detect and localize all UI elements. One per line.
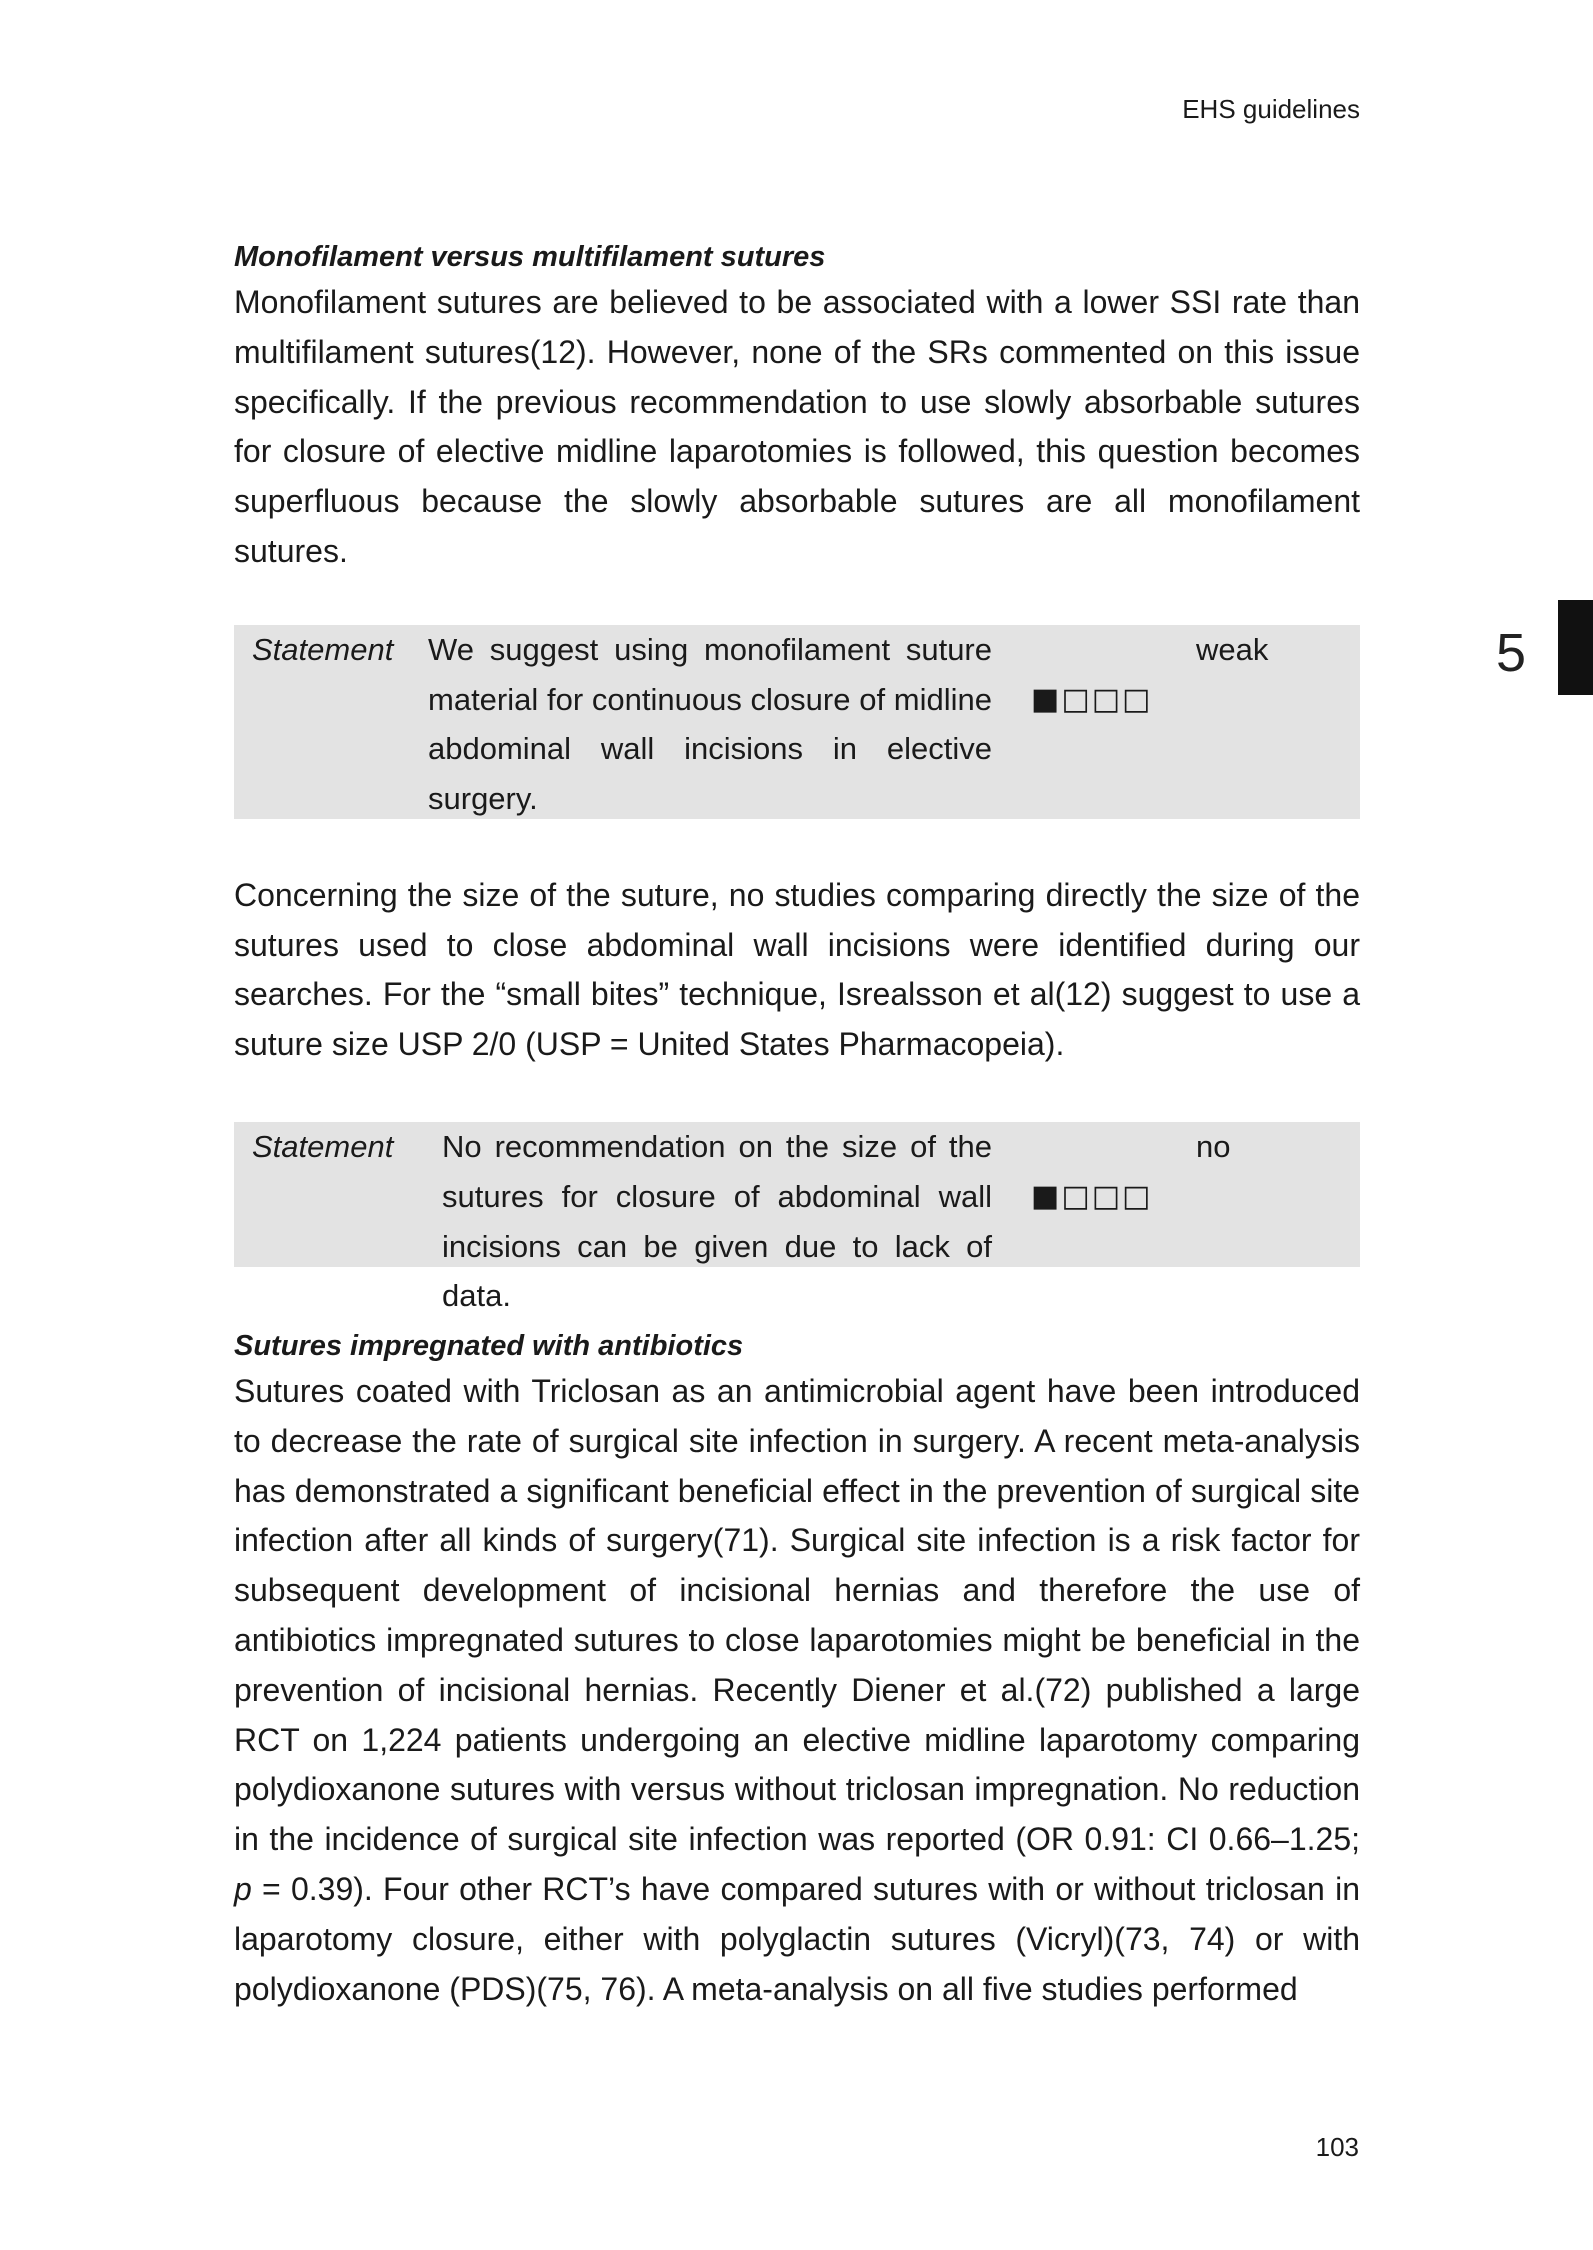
page-body xyxy=(234,236,1360,2014)
p-value-symbol: p xyxy=(234,1870,252,1907)
chapter-number: 5 xyxy=(1496,623,1527,683)
running-header: EHS guidelines xyxy=(1182,94,1360,124)
statement-box-monofilament xyxy=(234,625,1360,819)
paragraph-antibiotics-part2: = 0.39). Four other RCT’s have compared sutures with or without triclosan in laparotomy closure, either with polyglactin sutures (Vicryl)(73, 74) or with polydioxanone (PDS)(75, 76). A meta-analysis on all five studies performed xyxy=(234,1870,1360,2007)
statement-text: We suggest using monofilament suture material for continuous closure of midline abdominal wall incisions in elective surgery. xyxy=(428,631,992,817)
paragraph-antibiotics-part1: Sutures coated with Triclosan as an antimicrobial agent have been introduced to decrease the rate of surgical site infection in surgery. A recent meta-analysis has demonstrated a significant beneficial effect in the prevention of surgical site infection after all kinds of surgery(71). Surgical site infection is a risk factor for subsequent development of incisional hernias and therefore the use of antibiotics impregnated sutures to close laparotomies might be beneficial in the prevention of incisional hernias. Recently Diener et al.(72) published a large RCT on 1,224 patients undergoing an elective midline laparotomy comparing polydioxanone sutures with versus without triclosan impregnation. No reduction in the incidence of surgical site infection was reported (OR 0.91: CI 0.66–1.25; xyxy=(234,1372,1360,1858)
paragraph-suture-size: Concerning the size of the suture, no studies comparing directly the size of the sutures used to close abdominal wall incisions were identified during our searches. For the “small bites” technique, Isrealsson et al(12) suggest to use a suture size USP 2/0 (USP = United States Pharmacopeia). xyxy=(234,876,1360,1063)
evidence-level-icon: ■□□□ xyxy=(1031,681,1153,717)
section-heading-monofilament: Monofilament versus multifilament sutures xyxy=(234,241,826,273)
evidence-level-icon: ■□□□ xyxy=(1031,1178,1153,1214)
statement-text: No recommendation on the size of the sutures for closure of abdominal wall incisions can be given due to lack of data. xyxy=(442,1128,992,1314)
paragraph-monofilament: Monofilament sutures are believed to be associated with a lower SSI rate than multifilament sutures(12). However, none of the SRs commented on this issue specifically. If the previous recommendation to use slowly absorbable sutures for closure of elective midline laparotomies is followed, this question becomes superfluous because the slowly absorbable sutures are all monofilament sutures. xyxy=(234,284,1360,569)
statement-box-suture-size xyxy=(234,1122,1360,1314)
statement-label: Statement xyxy=(252,1128,394,1164)
page-number: 103 xyxy=(1315,2132,1359,2162)
recommendation-strength: weak xyxy=(1196,631,1269,667)
section-heading-antibiotics: Sutures impregnated with antibiotics xyxy=(234,1329,744,1362)
recommendation-strength: no xyxy=(1196,1128,1231,1164)
chapter-tab-marker xyxy=(1558,600,1593,695)
paragraph-antibiotics xyxy=(234,1367,1360,2014)
statement-label: Statement xyxy=(252,631,394,667)
